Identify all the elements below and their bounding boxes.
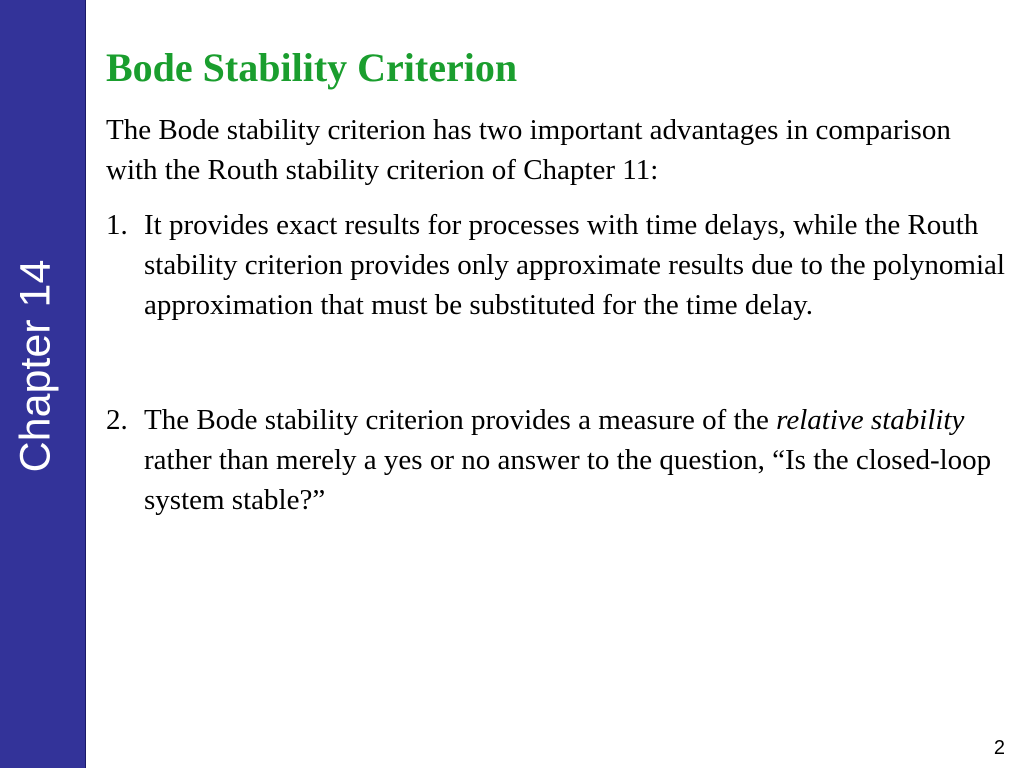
list-item-number: 1. xyxy=(106,209,128,241)
page-number: 2 xyxy=(993,737,1005,759)
intro-paragraph: The Bode stability criterion has two important advantages in comparison with the Routh stability criterion of Chapter 11: xyxy=(106,114,951,186)
list-item-text-after: rather than merely a yes or no answer to the question, “Is the closed-loop system stable?” xyxy=(144,444,992,516)
slide-title: Bode Stability Criterion xyxy=(106,45,518,90)
list-item-number: 2. xyxy=(106,404,128,436)
list-item-text: It provides exact results for processes with time delays, while the Routh stability criterion provides only approximate results due to the polynomial approximation that must be substituted for the time delay. xyxy=(144,209,1005,321)
chapter-sidebar xyxy=(0,0,86,768)
list-item-text xyxy=(144,400,1006,520)
chapter-label: Chapter 14 xyxy=(11,259,60,473)
list-item-text-before: The Bode stability criterion provides a measure of the xyxy=(144,404,777,436)
emphasis-relative-stability: relative stability xyxy=(776,404,965,436)
